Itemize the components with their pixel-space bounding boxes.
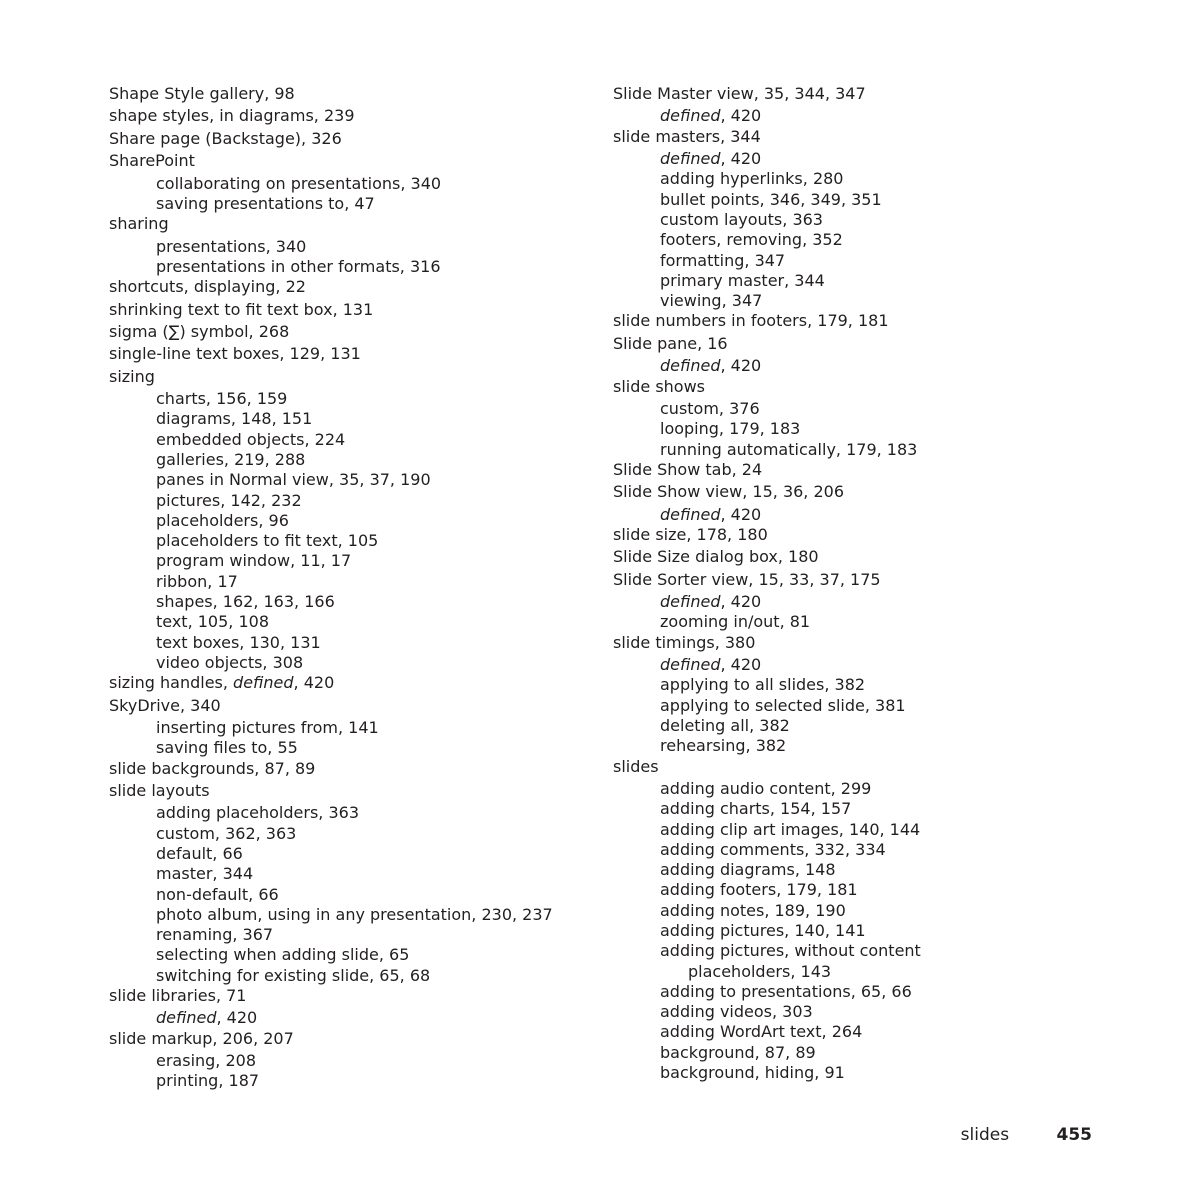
index-entry-sub [613,505,1093,525]
index-entry-sub: adding to presentations, 65, 66 [660,981,912,1001]
index-entry-sub: adding footers, 179, 181 [660,880,858,900]
index-entry-main: slide markup, 206, 207 [109,1028,294,1048]
index-entry-sub: custom, 362, 363 [156,823,297,843]
index-entry-main: Slide Show view, 15, 36, 206 [613,482,845,502]
index-entry-sub: text boxes, 130, 131 [156,632,321,652]
index-entry-sub: program window, 11, 17 [156,551,352,571]
index-entry-sub: adding WordArt text, 264 [660,1022,863,1042]
index-entry-sub: footers, removing, 352 [660,230,843,250]
index-entry-main: Shape Style gallery, 98 [109,84,295,103]
index-entry-sub: presentations, 340 [156,236,307,256]
entry-pages: , 420 [720,504,762,524]
index-entry-main: slide backgrounds, 87, 89 [109,758,316,778]
index-entry-sub: adding notes, 189, 190 [660,900,846,920]
index-entry-sub: saving presentations to, 47 [156,193,375,213]
index-entry-cont: placeholders, 143 [688,961,832,981]
index-entry-main: sigma (∑) symbol, 268 [109,321,290,341]
index-entry-main: Slide pane, 16 [613,333,728,353]
index-entry-main: Share page (Backstage), 326 [109,128,342,148]
entry-pages: , 420 [720,149,762,169]
entry-emphasis: defined [660,504,721,524]
index-entry-main: slide layouts [109,781,210,801]
index-entry-main: single-line text boxes, 129, 131 [109,344,361,364]
entry-pages: , 420 [293,673,335,693]
running-head: slides [960,1125,1010,1145]
index-entry-main [109,673,589,695]
index-entry-main: slide timings, 380 [613,632,756,652]
index-entry-sub [613,655,1093,675]
index-entry-main: slide shows [613,376,705,396]
index-entry-main: slides [613,756,659,776]
index-entry-main: Slide Master view, 35, 344, 347 [613,84,866,103]
page-footer [961,1124,1092,1146]
index-entry-main: slide libraries, 71 [109,986,247,1006]
index-entry-sub: galleries, 219, 288 [156,449,306,469]
entry-emphasis: defined [660,655,721,675]
index-entry-sub: diagrams, 148, 151 [156,409,313,429]
index-entry-sub: master, 344 [156,864,254,884]
index-entry-sub: adding diagrams, 148 [660,860,836,880]
index-entry-sub: embedded objects, 224 [156,429,346,449]
index-entry-main: SharePoint [109,151,195,171]
index-entry-sub: running automatically, 179, 183 [660,439,918,459]
index-entry-sub: zooming in/out, 81 [660,612,811,632]
index-entry-sub: non-default, 66 [156,884,279,904]
index-entry-sub: adding charts, 154, 157 [660,799,852,819]
index-entry-sub: adding pictures, 140, 141 [660,921,866,940]
index-entry-sub: default, 66 [156,844,243,863]
entry-pages: , 420 [720,655,762,675]
index-entry-main: Slide Show tab, 24 [613,459,763,479]
index-entry-sub: presentations in other formats, 316 [156,256,441,276]
index-entry-sub: adding clip art images, 140, 144 [660,819,921,839]
index-entry-sub: charts, 156, 159 [156,389,288,409]
entry-emphasis: defined [660,106,721,126]
index-entry-main: shortcuts, displaying, 22 [109,277,306,297]
index-entry-sub: primary master, 344 [660,270,825,290]
index-entry-sub: selecting when adding slide, 65 [156,945,410,965]
index-entry-sub: photo album, using in any presentation, 230, 237 [156,904,553,924]
index-entry-sub [613,106,1093,126]
index-entry-main: slide numbers in footers, 179, 181 [613,311,889,331]
index-entry-main: sharing [109,214,169,234]
index-entry-sub: saving files to, 55 [156,738,298,758]
entry-pages: , 420 [216,1008,258,1028]
entry-emphasis: defined [660,149,721,169]
index-entry-sub: formatting, 347 [660,250,786,270]
index-entry-sub: shapes, 162, 163, 166 [156,592,335,612]
index-entry-sub: panes in Normal view, 35, 37, 190 [156,470,431,490]
index-entry-sub: custom layouts, 363 [660,209,823,229]
index-entry-sub: pictures, 142, 232 [156,490,302,510]
index-entry-sub [613,149,1093,169]
index-entry-sub: adding pictures, without content [660,941,921,961]
index-entry-sub: custom, 376 [660,398,760,418]
page-number: 455 [1056,1125,1092,1145]
index-entry-sub: background, 87, 89 [660,1042,816,1062]
index-entry-sub: rehearsing, 382 [660,736,787,756]
entry-emphasis: defined [660,592,721,612]
index-entry-sub: placeholders to fit text, 105 [156,531,379,551]
index-entry-sub: applying to selected slide, 381 [660,695,906,715]
index-entry-main: Slide Size dialog box, 180 [613,547,819,567]
index-entry-sub: text, 105, 108 [156,612,269,632]
index-entry-sub: video objects, 308 [156,652,304,672]
index-entry-sub: erasing, 208 [156,1051,257,1071]
entry-text: sizing handles, [109,673,234,693]
index-column-left [109,84,589,1092]
index-entry-main: Slide Sorter view, 15, 33, 37, 175 [613,569,881,589]
index-entry-sub: deleting all, 382 [660,715,790,735]
index-entry-main: slide masters, 344 [613,126,761,146]
entry-pages: , 420 [720,592,762,612]
index-entry-sub [613,592,1093,612]
index-entry-sub: adding comments, 332, 334 [660,839,886,859]
index-entry-main: shape styles, in diagrams, 239 [109,106,355,126]
index-entry-sub: bullet points, 346, 349, 351 [660,189,882,209]
index-entry-sub: collaborating on presentations, 340 [156,173,442,193]
index-column-right [613,84,1093,1083]
index-entry-sub: inserting pictures from, 141 [156,718,379,738]
index-entry-sub: background, hiding, 91 [660,1063,845,1083]
index-entry-sub: adding hyperlinks, 280 [660,169,844,189]
index-entry-sub [109,1008,589,1028]
index-entry-main: sizing [109,366,155,386]
index-entry-sub: placeholders, 96 [156,510,289,530]
index-entry-main: shrinking text to fit text box, 131 [109,299,374,319]
entry-pages: , 420 [720,106,762,126]
index-entry-main: SkyDrive, 340 [109,695,221,715]
index-entry-sub [613,356,1093,376]
index-entry-sub: printing, 187 [156,1071,260,1091]
entry-emphasis: defined [233,673,294,693]
index-entry-sub: adding videos, 303 [660,1002,813,1022]
index-entry-main: slide size, 178, 180 [613,524,768,544]
index-entry-sub: viewing, 347 [660,291,763,311]
entry-pages: , 420 [720,356,762,376]
index-entry-sub: switching for existing slide, 65, 68 [156,965,431,985]
entry-emphasis: defined [156,1008,217,1028]
index-entry-sub: renaming, 367 [156,925,274,945]
index-entry-sub: adding audio content, 299 [660,778,872,798]
index-entry-sub: applying to all slides, 382 [660,675,866,695]
index-entry-sub: adding placeholders, 363 [156,803,359,823]
index-entry-sub: ribbon, 17 [156,571,238,591]
entry-emphasis: defined [660,356,721,376]
index-entry-sub: looping, 179, 183 [660,419,801,439]
